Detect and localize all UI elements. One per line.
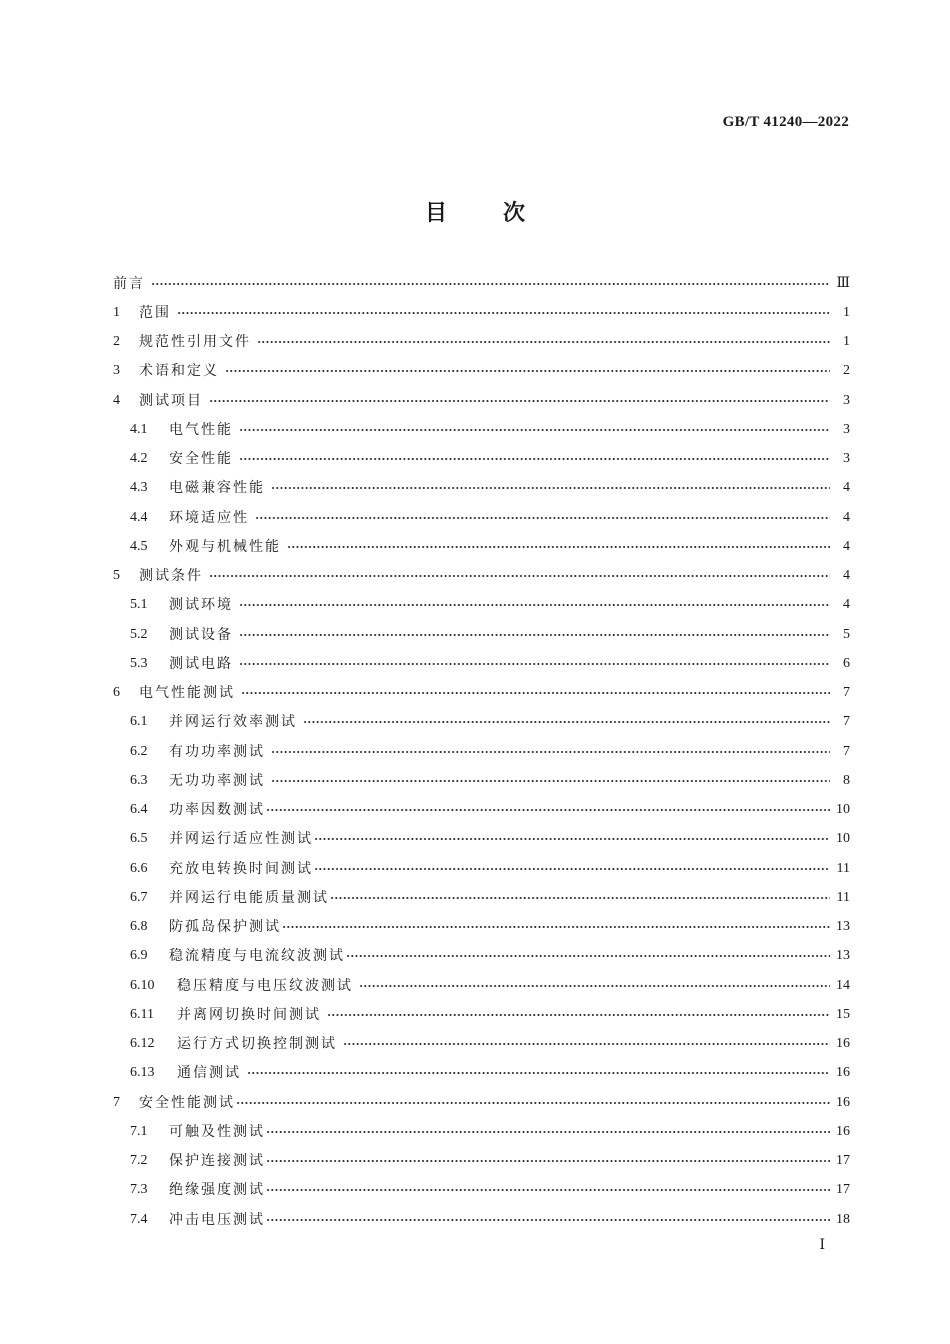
toc-entry-label: 前言	[113, 275, 145, 292]
toc-entry-number: 7.1	[130, 1123, 148, 1139]
toc-entry-number: 6.6	[130, 860, 148, 876]
toc-entry-label: 可触及性测试	[169, 1123, 265, 1140]
toc-entry-number: 1	[113, 304, 120, 320]
dot-leader	[239, 454, 830, 464]
table-of-contents	[113, 269, 850, 1234]
toc-entry-page-number: 10	[836, 831, 850, 847]
toc-entry[interactable]	[113, 269, 850, 298]
toc-entry-number: 5.3	[130, 655, 148, 671]
toc-entry-label: 规范性引用文件	[139, 334, 251, 351]
toc-entry[interactable]	[113, 971, 850, 1000]
page-title: 目次	[424, 201, 581, 226]
toc-entry-label: 稳流精度与电流纹波测试	[169, 948, 345, 965]
toc-entry-label: 测试电路	[169, 655, 233, 672]
dot-leader	[209, 571, 830, 581]
dot-leader	[239, 659, 830, 669]
toc-entry-number: 6.9	[130, 948, 148, 964]
toc-entry-page-number: 3	[843, 421, 850, 437]
toc-entry-number: 2	[113, 334, 120, 350]
toc-entry[interactable]	[113, 796, 850, 825]
dot-leader	[266, 1215, 830, 1225]
toc-entry[interactable]	[113, 474, 850, 503]
toc-entry-label: 无功功率测试	[169, 772, 265, 789]
dot-leader	[314, 834, 830, 844]
toc-entry-page-number: 16	[836, 1036, 850, 1052]
toc-entry-number: 6.11	[130, 1006, 154, 1022]
toc-entry-number: 6.13	[130, 1065, 155, 1081]
toc-entry-number: 6.8	[130, 919, 148, 935]
toc-entry-label: 运行方式切换控制测试	[177, 1036, 337, 1053]
toc-entry-page-number: 4	[843, 538, 850, 554]
toc-entry-number: 6.3	[130, 772, 148, 788]
toc-entry-number: 4.4	[130, 509, 148, 525]
dot-leader	[327, 1010, 830, 1020]
toc-entry-page-number: 15	[836, 1006, 850, 1022]
dot-leader	[239, 600, 830, 610]
toc-entry-page-number: 18	[836, 1211, 850, 1227]
toc-entry-number: 5.1	[130, 597, 148, 613]
toc-entry-page-number: 14	[836, 977, 850, 993]
toc-entry-label: 并网运行电能质量测试	[169, 889, 329, 906]
toc-entry-label: 测试环境	[169, 597, 233, 614]
toc-entry-page-number: 7	[843, 685, 850, 701]
toc-entry-page-number: 1	[843, 334, 850, 350]
toc-entry[interactable]	[113, 562, 850, 591]
toc-entry-label: 安全性能	[169, 451, 233, 468]
toc-entry-page-number: 3	[843, 451, 850, 467]
toc-entry[interactable]	[113, 591, 850, 620]
toc-entry[interactable]	[113, 766, 850, 795]
toc-entry-page-number: 13	[836, 919, 850, 935]
toc-entry-label: 绝缘强度测试	[169, 1182, 265, 1199]
page-folio: Ⅰ	[819, 1238, 825, 1253]
toc-entry-number: 7.2	[130, 1153, 148, 1169]
toc-entry-number: 7.4	[130, 1211, 148, 1227]
dot-leader	[330, 893, 830, 903]
toc-entry-page-number: 5	[843, 626, 850, 642]
toc-entry-page-number: 16	[836, 1123, 850, 1139]
toc-entry-page-number: 17	[836, 1153, 850, 1169]
toc-entry-page-number: 7	[843, 714, 850, 730]
dot-leader	[314, 864, 830, 874]
toc-entry-page-number: 4	[843, 480, 850, 496]
toc-entry[interactable]	[113, 1088, 850, 1117]
dot-leader	[282, 922, 830, 932]
dot-leader	[343, 1039, 830, 1049]
toc-entry-label: 稳压精度与电压纹波测试	[177, 977, 353, 994]
toc-entry-number: 7.3	[130, 1182, 148, 1198]
toc-entry-label: 范围	[139, 304, 171, 321]
toc-entry-number: 6	[113, 685, 120, 701]
toc-entry-label: 环境适应性	[169, 509, 249, 526]
dot-leader	[266, 1127, 830, 1137]
toc-entry[interactable]	[113, 328, 850, 357]
toc-entry-number: 7	[113, 1094, 120, 1110]
toc-entry-page-number: 4	[843, 568, 850, 584]
toc-entry[interactable]	[113, 1117, 850, 1146]
dot-leader	[271, 747, 830, 757]
toc-entry[interactable]	[113, 357, 850, 386]
toc-entry-page-number: 11	[836, 860, 850, 876]
toc-entry[interactable]	[113, 1030, 850, 1059]
toc-entry[interactable]	[113, 825, 850, 854]
toc-entry-label: 电磁兼容性能	[169, 480, 265, 497]
toc-entry-page-number: 4	[843, 597, 850, 613]
toc-entry[interactable]	[113, 737, 850, 766]
toc-entry-page-number: 11	[836, 889, 850, 905]
toc-entry-number: 6.5	[130, 831, 148, 847]
toc-entry-number: 6.7	[130, 889, 148, 905]
toc-entry-page-number: Ⅲ	[836, 275, 850, 291]
toc-entry-label: 保护连接测试	[169, 1153, 265, 1170]
dot-leader	[271, 776, 830, 786]
dot-leader	[266, 1185, 830, 1195]
toc-entry-number: 6.1	[130, 714, 148, 730]
toc-entry-label: 电气性能	[169, 421, 233, 438]
toc-entry-page-number: 16	[836, 1065, 850, 1081]
dot-leader	[266, 805, 830, 815]
dot-leader	[346, 951, 830, 961]
toc-entry[interactable]	[113, 1176, 850, 1205]
toc-entry-number: 3	[113, 363, 120, 379]
toc-entry-label: 功率因数测试	[169, 802, 265, 819]
toc-entry[interactable]	[113, 532, 850, 561]
toc-entry-page-number: 16	[836, 1094, 850, 1110]
toc-entry[interactable]	[113, 503, 850, 532]
toc-entry[interactable]	[113, 1205, 850, 1234]
toc-entry-number: 4.2	[130, 451, 148, 467]
toc-entry-number: 6.2	[130, 743, 148, 759]
toc-entry-number: 4.3	[130, 480, 148, 496]
toc-entry-label: 充放电转换时间测试	[169, 860, 313, 877]
toc-entry-label: 安全性能测试	[139, 1094, 235, 1111]
toc-entry[interactable]	[113, 913, 850, 942]
toc-entry[interactable]	[113, 415, 850, 444]
toc-entry-label: 测试设备	[169, 626, 233, 643]
toc-entry[interactable]	[113, 620, 850, 649]
dot-leader	[151, 279, 830, 289]
toc-entry-page-number: 3	[843, 392, 850, 408]
toc-entry[interactable]	[113, 883, 850, 912]
dot-leader	[255, 513, 830, 523]
toc-entry-label: 测试项目	[139, 392, 203, 409]
toc-entry-number: 6.4	[130, 802, 148, 818]
toc-entry[interactable]	[113, 386, 850, 415]
dot-leader	[271, 483, 830, 493]
toc-entry[interactable]	[113, 649, 850, 678]
toc-entry-page-number: 7	[843, 743, 850, 759]
dot-leader	[236, 1098, 830, 1108]
toc-entry-label: 术语和定义	[139, 363, 219, 380]
dot-leader	[303, 717, 830, 727]
dot-leader	[209, 396, 830, 406]
toc-entry[interactable]	[113, 679, 850, 708]
toc-entry-page-number: 13	[836, 948, 850, 964]
dot-leader	[247, 1068, 830, 1078]
toc-entry-label: 并离网切换时间测试	[177, 1006, 321, 1023]
toc-entry-label: 冲击电压测试	[169, 1211, 265, 1228]
dot-leader	[177, 308, 830, 318]
toc-entry-number: 6.10	[130, 977, 155, 993]
toc-entry-label: 通信测试	[177, 1065, 241, 1082]
toc-entry[interactable]	[113, 1000, 850, 1029]
toc-entry-label: 并网运行适应性测试	[169, 831, 313, 848]
dot-leader	[359, 981, 830, 991]
toc-entry-page-number: 17	[836, 1182, 850, 1198]
toc-entry-label: 防孤岛保护测试	[169, 919, 281, 936]
dot-leader	[239, 425, 830, 435]
toc-entry[interactable]	[113, 298, 850, 327]
toc-entry-label: 电气性能测试	[139, 685, 235, 702]
toc-entry-number: 4	[113, 392, 120, 408]
toc-entry[interactable]	[113, 942, 850, 971]
toc-entry-label: 有功功率测试	[169, 743, 265, 760]
toc-entry-number: 5	[113, 568, 120, 584]
toc-entry-number: 5.2	[130, 626, 148, 642]
toc-entry[interactable]	[113, 854, 850, 883]
toc-entry[interactable]	[113, 1147, 850, 1176]
dot-leader	[239, 630, 830, 640]
dot-leader	[266, 1156, 830, 1166]
toc-entry[interactable]	[113, 708, 850, 737]
toc-entry[interactable]	[113, 445, 850, 474]
dot-leader	[241, 688, 830, 698]
dot-leader	[287, 542, 830, 552]
toc-entry-number: 6.12	[130, 1036, 155, 1052]
toc-entry-page-number: 10	[836, 802, 850, 818]
dot-leader	[225, 366, 830, 376]
toc-entry-page-number: 8	[843, 772, 850, 788]
toc-entry-label: 外观与机械性能	[169, 538, 281, 555]
toc-entry-page-number: 2	[843, 363, 850, 379]
toc-entry-page-number: 6	[843, 655, 850, 671]
toc-entry-label: 测试条件	[139, 568, 203, 585]
toc-entry-label: 并网运行效率测试	[169, 714, 297, 731]
toc-entry-number: 4.5	[130, 538, 148, 554]
toc-entry-number: 4.1	[130, 421, 148, 437]
toc-entry-page-number: 4	[843, 509, 850, 525]
toc-entry-page-number: 1	[843, 304, 850, 320]
standard-code: GB/T 41240—2022	[722, 114, 849, 130]
toc-entry[interactable]	[113, 1059, 850, 1088]
dot-leader	[257, 337, 830, 347]
